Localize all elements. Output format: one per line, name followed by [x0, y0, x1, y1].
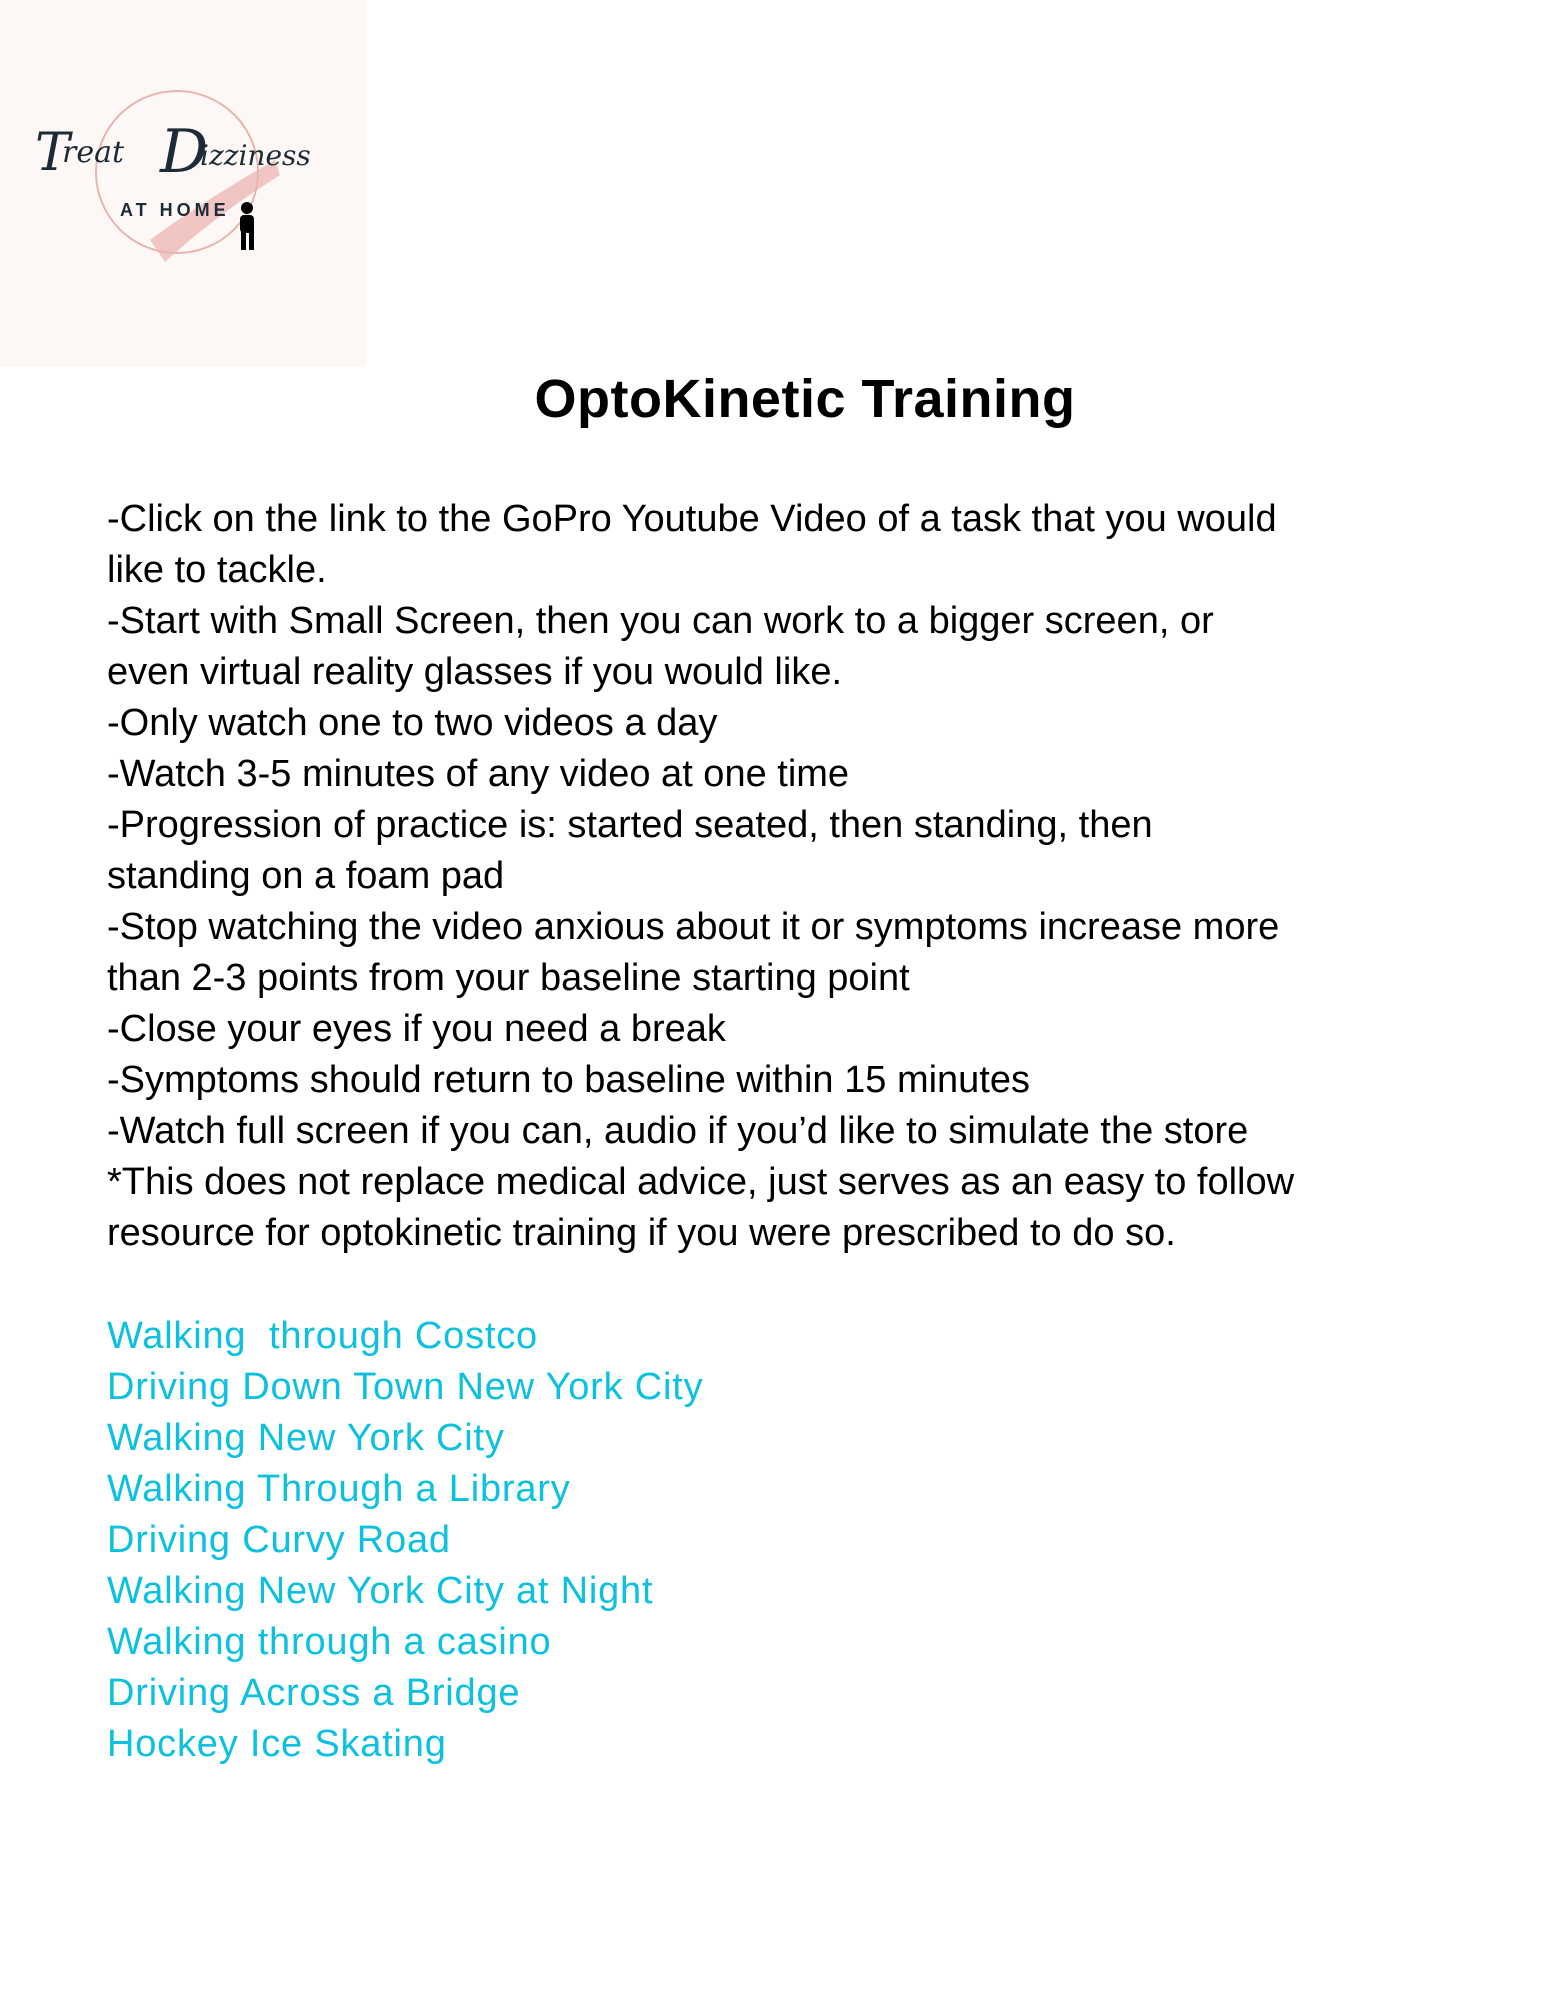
video-link[interactable]: Driving Across a Bridge [107, 1672, 521, 1714]
instruction-line: -Click on the link to the GoPro Youtube Video of a task that you would [107, 498, 1277, 540]
video-link[interactable]: Walking New York City at Night [107, 1570, 654, 1612]
video-link[interactable]: Driving Down Town New York City [107, 1366, 704, 1408]
video-link[interactable]: Hockey Ice Skating [107, 1723, 447, 1765]
instruction-line: -Stop watching the video anxious about it or symptoms increase more [107, 906, 1280, 948]
instruction-item [107, 494, 1294, 596]
page-title: OptoKinetic Training [534, 369, 1076, 429]
video-link[interactable]: Walking Through a Library [107, 1468, 571, 1510]
instruction-line: -Watch full screen if you can, audio if you’d like to simulate the store [107, 1110, 1249, 1152]
instruction-line: resource for optokinetic training if you were prescribed to do so. [107, 1212, 1176, 1254]
instruction-item [107, 902, 1294, 1004]
video-link[interactable]: Walking through a casino [107, 1621, 552, 1663]
instruction-line: than 2-3 points from your baseline starting point [107, 957, 910, 999]
instruction-item [107, 596, 1294, 698]
video-link[interactable]: Walking through Costco [107, 1315, 538, 1357]
instruction-line: like to tackle. [107, 549, 327, 591]
svg-text:reat: reat [62, 135, 125, 170]
instruction-item [107, 698, 1294, 749]
svg-text:D: D [160, 117, 209, 187]
video-link[interactable]: Driving Curvy Road [107, 1519, 451, 1561]
instruction-line: -Progression of practice is: started seated, then standing, then [107, 804, 1153, 846]
dizzy-person-icon [240, 202, 254, 250]
instruction-line: -Only watch one to two videos a day [107, 702, 718, 744]
instruction-item [107, 1157, 1294, 1259]
instruction-line: -Symptoms should return to baseline within 15 minutes [107, 1059, 1031, 1101]
instruction-item [107, 1106, 1294, 1157]
treat-dizziness-logo-image [0, 0, 367, 367]
instruction-line: -Close your eyes if you need a break [107, 1008, 726, 1050]
instruction-line: -Watch 3-5 minutes of any video at one time [107, 753, 850, 795]
svg-text:T: T [35, 123, 70, 183]
instruction-line: *This does not replace medical advice, just serves as an easy to follow [107, 1161, 1295, 1203]
svg-text:izziness: izziness [200, 139, 311, 172]
instruction-item [107, 800, 1294, 902]
instruction-item [107, 1004, 1294, 1055]
video-links [107, 1311, 703, 1770]
logo [0, 0, 367, 367]
instruction-line: even virtual reality glasses if you would like. [107, 651, 843, 693]
video-link[interactable]: Walking New York City [107, 1417, 505, 1459]
instruction-line: standing on a foam pad [107, 855, 505, 897]
instruction-item [107, 1055, 1294, 1106]
instruction-item [107, 749, 1294, 800]
instructions [107, 494, 1294, 1259]
svg-text:AT HOME: AT HOME [120, 200, 230, 220]
instruction-line: -Start with Small Screen, then you can work to a bigger screen, or [107, 600, 1214, 642]
